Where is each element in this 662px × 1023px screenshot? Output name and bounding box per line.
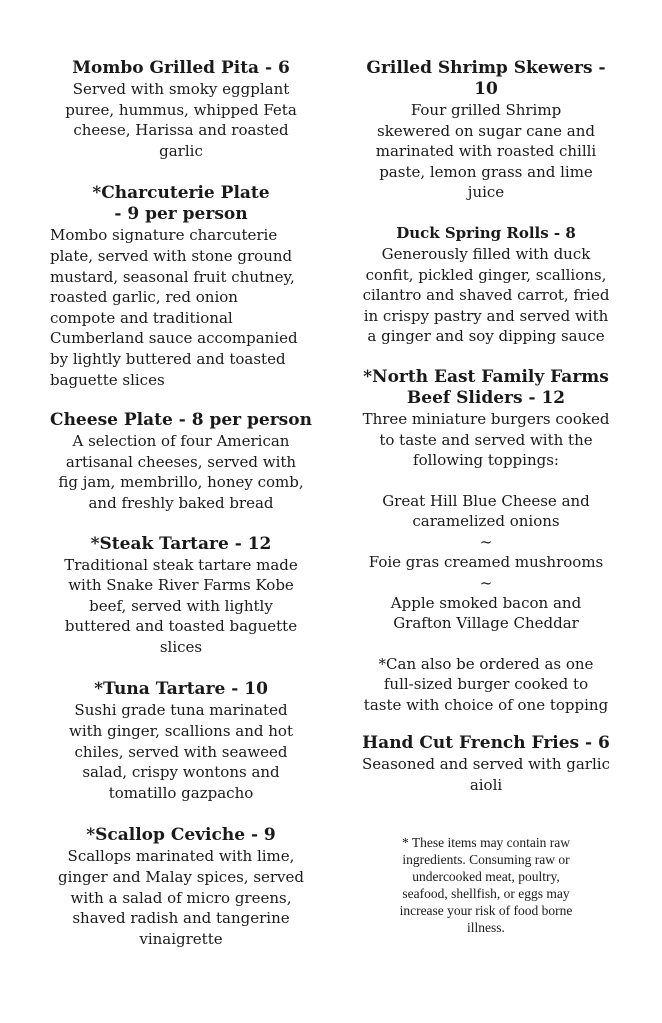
description-line: plate, served with stone ground [50,246,293,265]
description-line: a ginger and soy dipping sauce [367,327,605,346]
description-line: to taste and served with the [379,430,593,449]
note-line: *Can also be ordered as one [378,654,594,673]
topping-line: Great Hill Blue Cheese and [382,491,590,510]
item-title-line: *North East Family Farms [363,366,609,387]
description-line: mustard, seasonal fruit chutney, [50,267,295,286]
description-line: compote and traditional [50,308,233,327]
description-line: vinaigrette [139,929,223,948]
item-title: Cheese Plate - 8 per person [50,410,312,431]
item-description [50,431,312,513]
item-title: Duck Spring Rolls - 8 [396,223,576,242]
description-line: Four grilled Shrimp [410,101,562,119]
description-line: Served with smoky eggplant [72,80,290,98]
menu-item-grilled-shrimp-skewers [356,58,616,203]
item-title: Mombo Grilled Pita - 6 [72,58,290,78]
menu-item-duck-spring-rolls [356,223,616,347]
description-line: artisanal cheeses, served with [65,452,297,471]
description-line: with ginger, scallions and hot [69,722,293,741]
description-line: juice [467,183,505,202]
topping-line: Apple smoked bacon and [390,593,582,612]
menu-item-tuna-tartare [50,679,312,803]
description-line: Three miniature burgers cooked [362,409,610,428]
description-line: confit, pickled ginger, scallions, [365,265,607,284]
description-line: roasted garlic, red onion [50,288,238,307]
menu-item-charcuterie-plate [50,183,312,390]
description-line: Scallops marinated with lime, [67,847,295,866]
description-line: ginger and Malay spices, served [57,868,305,887]
description-line: aioli [469,776,503,795]
item-description [50,79,312,161]
disclaimer-line: undercooked meat, poultry, [412,868,560,884]
description-line: salad, crispy wontons and [82,763,280,782]
description-line: Mombo signature charcuterie [50,226,278,245]
disclaimer-line: * These items may contain raw [401,834,571,850]
description-line: cilantro and shaved carrot, fried [362,286,610,305]
menu-item-mombo-grilled-pita [50,58,312,161]
menu-item-scallop-ceviche [50,825,312,949]
item-title: *Steak Tartare - 12 [90,533,272,554]
description-line: puree, hummus, whipped Feta [65,100,297,119]
description-line: following toppings: [413,451,559,470]
description-line: paste, lemon grass and lime [379,162,593,181]
menu-right-column [356,58,616,936]
description-line: A selection of four American [72,432,290,451]
description-line: Cumberland sauce accompanied [50,329,298,348]
description-line: shaved radish and tangerine [72,909,290,928]
description-line: by lightly buttered and toasted [50,349,286,368]
menu-left-column [50,58,312,949]
description-line: baguette slices [50,370,165,389]
description-line: buttered and toasted baguette [64,617,298,636]
topping-separator: ~ [479,573,493,592]
description-line: chiles, served with seaweed [74,742,288,761]
item-description [50,555,312,658]
description-line: tomatillo gazpacho [108,783,254,802]
menu-item-cheese-plate [50,410,312,513]
description-line: beef, served with lightly [89,596,273,615]
disclaimer-line: ingredients. Consuming raw or [402,851,570,867]
note-line: full-sized burger cooked to [383,675,589,694]
menu-item-steak-tartare [50,534,312,658]
description-line: with Snake River Farms Kobe [68,576,294,595]
food-safety-disclaimer [356,834,616,936]
disclaimer-line: increase your risk of food borne [399,902,573,918]
description-line: Seasoned and served with garlic [362,755,610,774]
item-title-line: - 9 per person [114,204,248,225]
menu-item-hand-cut-french-fries [356,733,616,795]
topping-line: caramelized onions [412,512,560,531]
topping-line: Grafton Village Cheddar [393,614,579,633]
description-line: with a salad of micro greens, [70,888,292,907]
description-line: Generously filled with duck [381,244,591,263]
item-title-line: *Charcuterie Plate [92,183,270,204]
item-description [50,700,312,803]
item-description [356,409,616,716]
description-line: skewered on sugar cane and [377,121,595,140]
description-line: marinated with roasted chilli [375,142,597,161]
description-line: Sushi grade tuna marinated [74,701,288,720]
item-title: *Scallop Ceviche - 9 [86,825,276,846]
description-line: in crispy pastry and served with [363,306,609,325]
item-description [356,100,616,203]
description-line: fig jam, membrillo, honey comb, [58,473,304,492]
item-description [50,225,312,390]
item-description [356,244,616,347]
item-description [50,846,312,949]
item-description [356,754,616,795]
disclaimer-line: illness. [467,919,505,935]
description-line: garlic [159,141,203,160]
item-title-line: Beef Sliders - 12 [406,387,566,408]
menu-item-beef-sliders [356,367,616,716]
topping-line: Foie gras creamed mushrooms [368,552,604,571]
description-line: cheese, Harissa and roasted [73,121,289,140]
description-line: Traditional steak tartare made [64,555,298,574]
item-title: Hand Cut French Fries - 6 [362,733,610,754]
description-line: slices [159,637,203,656]
item-title: *Tuna Tartare - 10 [94,679,268,700]
description-line: and freshly baked bread [88,493,274,512]
item-title: Grilled Shrimp Skewers - 10 [366,58,606,99]
note-line: taste with choice of one topping [363,695,609,714]
disclaimer-line: seafood, shellfish, or eggs may [402,885,570,901]
topping-separator: ~ [479,532,493,551]
